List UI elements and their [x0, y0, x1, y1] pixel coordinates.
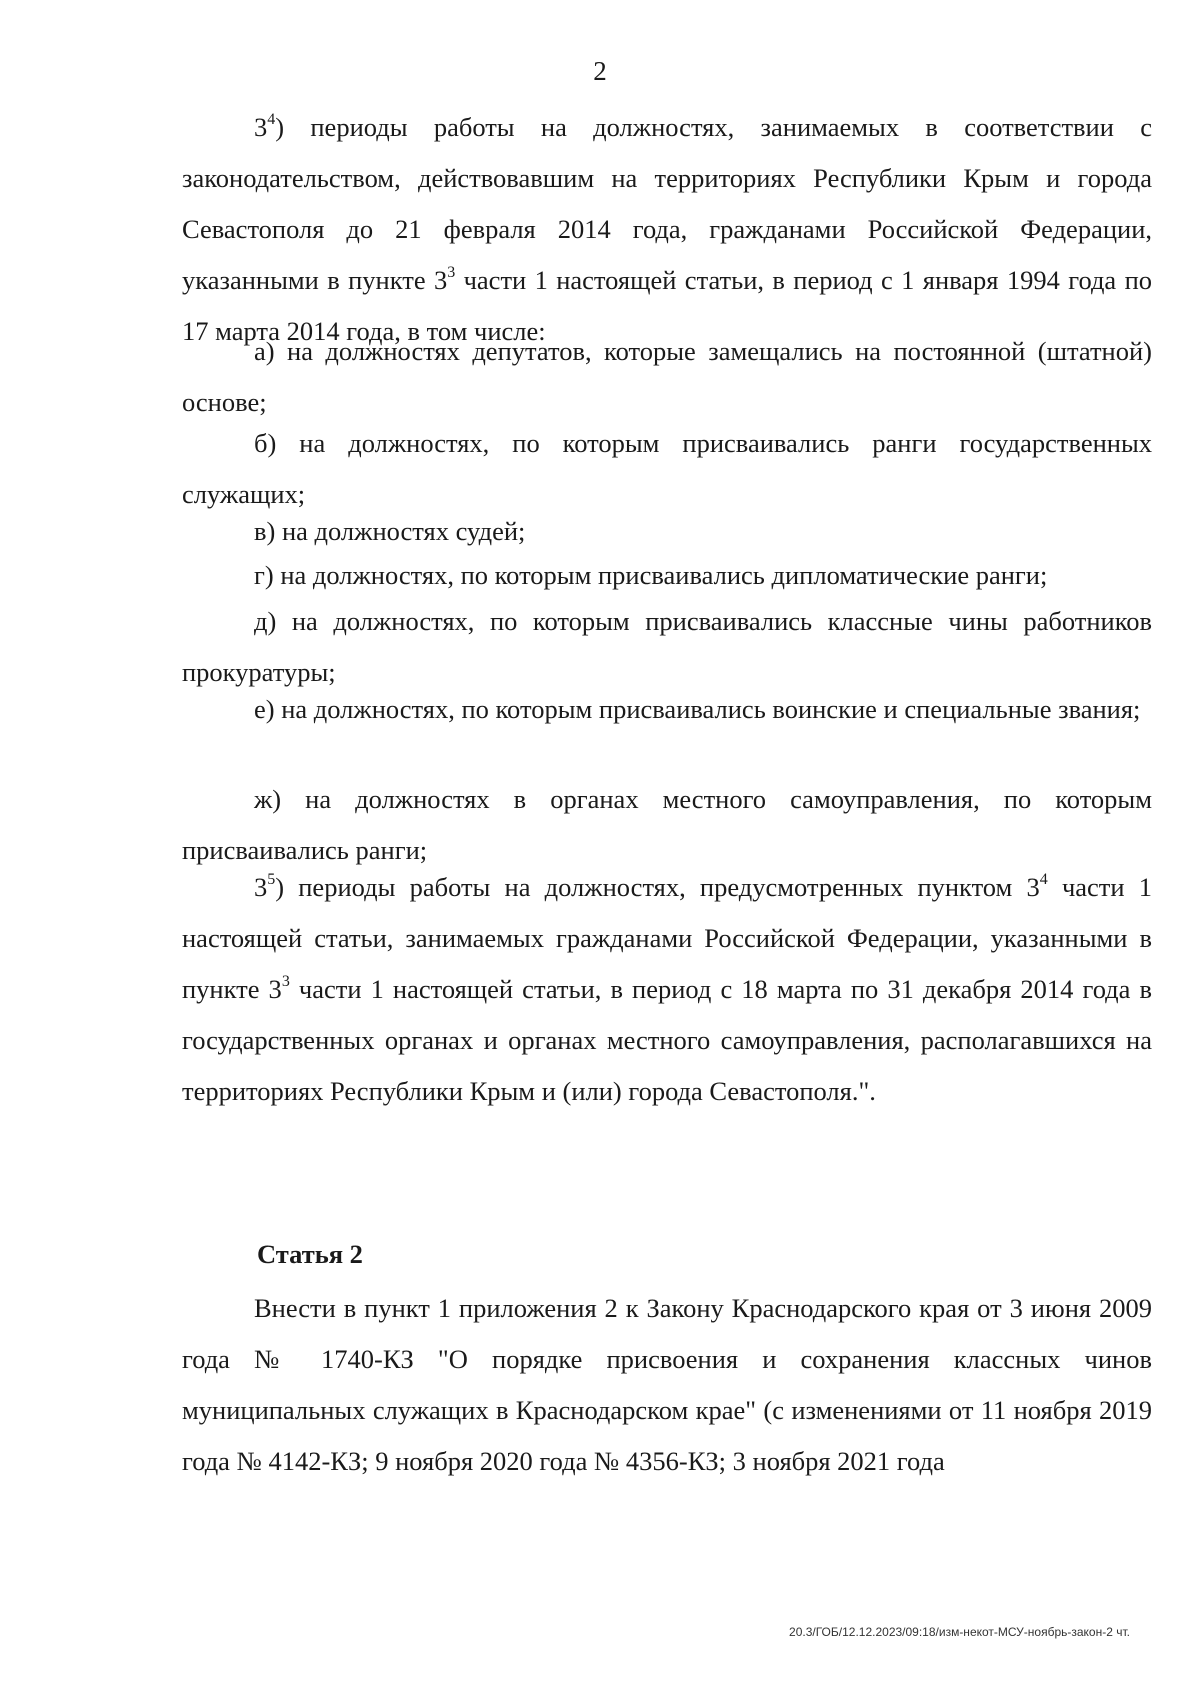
- item-3-5: [182, 862, 1152, 1117]
- item-3-5-superscript: 5: [267, 871, 276, 889]
- item-3-4-tail: части 1 настоящей статьи, в период с 1 января 1994 года по 17 марта 2014 года, в том числе:: [182, 265, 1152, 346]
- subitem-v: в) на должностях судей;: [254, 516, 526, 546]
- subitem-b: б) на должностях, по которым присваивались ранги государственных служащих;: [182, 428, 1152, 509]
- item-3-5-superscript-3: 3: [281, 973, 290, 991]
- item-3-5-superscript-2: 4: [1039, 871, 1048, 889]
- subitem-g: г) на должностях, по которым присваивались дипломатические ранги;: [254, 560, 1048, 590]
- subitem-e: е) на должностях, по которым присваивались воинские и специальные звания;: [254, 694, 1141, 724]
- item-3-5-text: ) периоды работы на должностях, предусмотренных пунктом 3: [275, 872, 1040, 902]
- item-3-4-text: ) периоды работы на должностях, занимаемых в соответствии с законодательством, действовавшим на территориях Республики Крым и города Севастополя до 21 февраля 2014 года, гражданами Российской Федерации, указанными в пункте 3: [182, 112, 1152, 295]
- item-3-4-superscript-2: 3: [447, 264, 456, 282]
- article-2-text: Внести в пункт 1 приложения 2 к Закону Краснодарского края от 3 июня 2009 года № 1740-КЗ "О порядке присвоения и сохранения классных чинов муниципальных служащих в Краснодарском крае" (с изменениями от 11 ноября 2019 года № 4142-КЗ; 9 ноября 2020 года № 4356-КЗ; 3 ноября 2021 года: [182, 1293, 1152, 1476]
- subitem-a: а) на должностях депутатов, которые замещались на постоянной (штатной) основе;: [182, 336, 1152, 417]
- subitem-zh: ж) на должностях в органах местного самоуправления, по которым присваивались ранги;: [182, 784, 1152, 865]
- page-number: 2: [593, 56, 607, 86]
- item-3-5-tail: части 1 настоящей статьи, в период с 18 марта по 31 декабря 2014 года в государственных органах и органах местного самоуправления, располагавшихся на территориях Республики Крым и (или) города Севастополя.".: [182, 974, 1153, 1106]
- subitem-d: д) на должностях, по которым присваивались классные чины работников прокуратуры;: [182, 606, 1152, 687]
- item-3-4-superscript: 4: [267, 111, 276, 129]
- article-2-heading: Статья 2: [257, 1239, 363, 1269]
- document-footer-code: 20.3/ГОБ/12.12.2023/09:18/изм-некот-МСУ-ноябрь-закон-2 чт.: [789, 1625, 1130, 1639]
- item-3-4-prefix: 3: [254, 112, 268, 142]
- item-3-5-text-2: части 1 настоящей статьи, занимаемых гражданами Российской Федерации, указанными в пункте 3: [182, 872, 1152, 1004]
- item-3-4: [182, 102, 1152, 357]
- item-3-5-prefix: 3: [254, 872, 268, 902]
